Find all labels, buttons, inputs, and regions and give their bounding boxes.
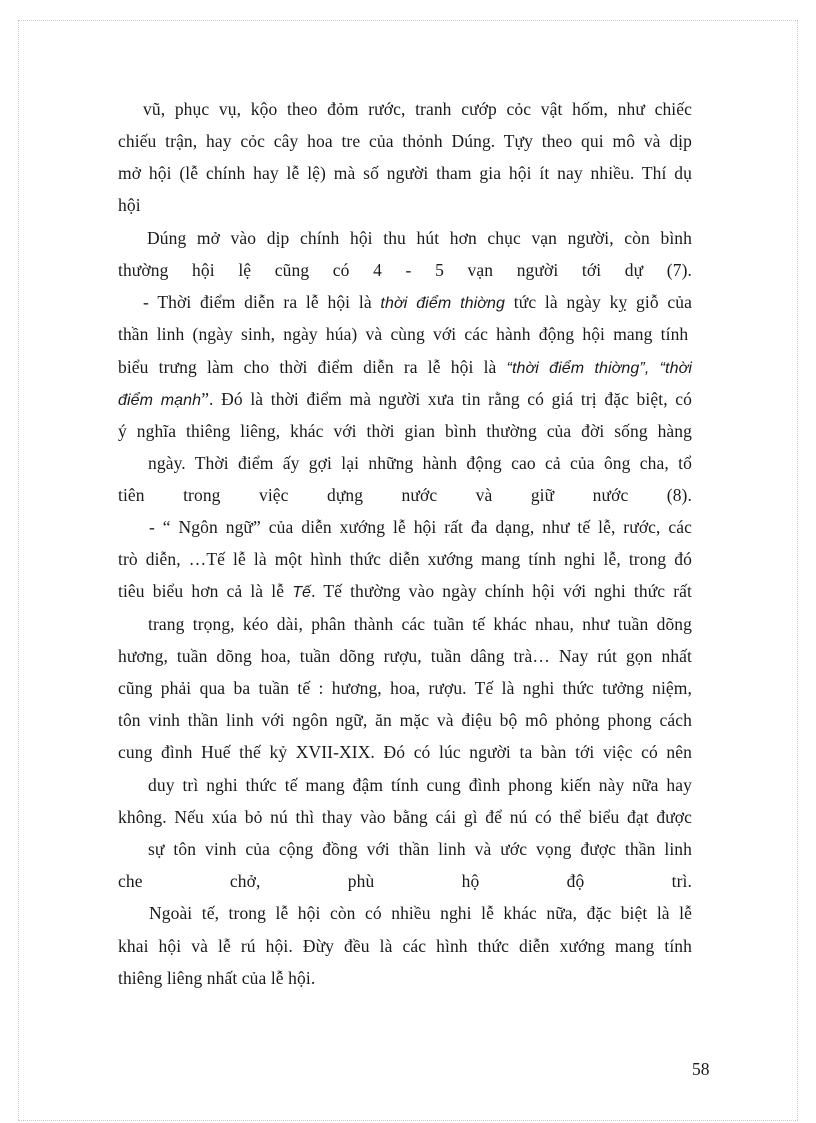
word: dự [624, 260, 644, 280]
word: dựng [326, 485, 364, 505]
word: chở, [229, 871, 261, 891]
word: vạn [467, 260, 494, 280]
text-line [118, 484, 692, 506]
text-line [143, 291, 692, 315]
text-line: không. Nếu xúa bỏ nú thì thay vào bằng cái gì để nú có thể biểu đạt được [118, 807, 692, 827]
italic-term: “thời điểm thiờng”, “thời [506, 360, 693, 377]
word: hộ [461, 871, 480, 891]
word: lệ [238, 260, 252, 280]
text-line: Ngoài tế, trong lễ hội còn có nhiều nghi lễ khác nữa, đặc biệt là lễ [149, 903, 692, 923]
text-line: hương, tuần dõng hoa, tuần dõng rượu, tuần dâng trà… Nay rút gọn nhất [118, 646, 692, 666]
word: phù [347, 871, 375, 891]
word: (8). [666, 485, 692, 505]
text-line: cũng phải qua ba tuần tế : hương, hoa, rượu. Tế là nghi thức tưởng niệm, [118, 678, 692, 698]
italic-term: thời điểm thiờng [380, 295, 506, 312]
text-line: thiêng liêng nhất của lễ hội. [118, 968, 316, 988]
text-line: Dúng mở vào dịp chính hội thu hút hơn chục vạn người, còn bình [147, 228, 692, 248]
text-run: . Tế thường vào ngày chính hội với nghi thức rất [311, 581, 692, 601]
text-line: mở hội (lễ chính hay lễ lệ) mà số người tham gia hội ít nay nhiều. Thí dụ [118, 163, 692, 183]
text-line: sự tôn vinh của cộng đồng với thần linh và ước vọng được thần linh [148, 839, 692, 859]
word: 4 [373, 260, 382, 280]
text-line: khai hội và lễ rú hội. Đừy đều là các hình thức diễn xướng mang tính [118, 936, 692, 956]
word: và [475, 485, 493, 505]
text-line [118, 356, 692, 380]
word: người [516, 260, 559, 280]
word: che [118, 871, 143, 891]
word: nước [592, 485, 629, 505]
text-line: ý nghĩa thiêng liêng, khác với thời gian bình thường của đời sống hàng [118, 421, 692, 441]
text-line: chiếu trận, hay cỏc cây hoa tre của thỏnh Dúng. Tựy theo qui mô và dịp [118, 131, 692, 151]
bottom-dotted-rule [18, 1120, 798, 1121]
text-run: ”. Đó là thời điểm mà người xưa tin rằng có giá trị đặc biệt, có [201, 389, 692, 409]
word: hội [192, 260, 215, 280]
word: cũng [274, 260, 310, 280]
text-run: - Thời điểm diễn ra lễ hội là [143, 292, 381, 312]
text-line: cung đình Huế thế kỷ XVII-XIX. Đó có lúc người ta bàn tới việc có nên [118, 742, 692, 762]
word: có [332, 260, 350, 280]
word: 5 [435, 260, 444, 280]
text-line: - “ Ngôn ngữ” của diễn xướng lễ hội rất đa dạng, như tế lễ, rước, các [149, 517, 692, 537]
text-line: thần linh (ngày sinh, ngày húa) và cùng với các hành động hội mang tính [118, 324, 689, 344]
text-line [118, 580, 692, 604]
word: độ [566, 871, 585, 891]
word: giữ [530, 485, 555, 505]
text-run: tiêu biểu hơn cả là lễ [118, 581, 293, 601]
text-line: trò diễn, …Tế lễ là một hình thức diễn xướng mang tính nghi lễ, trong đó [118, 549, 692, 569]
text-line: trang trọng, kéo dài, phân thành các tuần tế khác nhau, như tuần dõng [148, 614, 692, 634]
word: (7). [666, 260, 692, 280]
text-line: vũ, phục vụ, kộo theo đỏm rước, tranh cướp cỏc vật hốm, như chiếc [143, 99, 692, 119]
text-line: ngày. Thời điểm ấy gợi lại những hành động cao cả của ông cha, tổ [148, 453, 692, 473]
word: việc [258, 485, 289, 505]
italic-term: Tế [292, 584, 312, 601]
text-line: duy trì nghi thức tế mang đậm tính cung đình phong kiến này nữa hay [148, 775, 692, 795]
text-run: biểu trưng làm cho thời điểm diễn ra lễ hội là [118, 357, 507, 377]
italic-term: điểm mạnh [118, 392, 202, 409]
word: tiên [118, 485, 145, 505]
text-run: tức là ngày kỵ giỗ của [505, 292, 693, 312]
page-number: 58 [692, 1059, 710, 1079]
word: trong [183, 485, 221, 505]
text-line [118, 870, 692, 892]
text-line [118, 259, 692, 281]
word: tới [581, 260, 602, 280]
text-line: tôn vinh thần linh với ngôn ngữ, ăn mặc và điệu bộ mô phỏng phong cách [118, 710, 692, 730]
word: thường [118, 260, 169, 280]
word: - [405, 260, 412, 280]
text-line [118, 388, 692, 412]
text-line: hội [118, 195, 141, 215]
word: trì. [671, 871, 692, 891]
word: nước [401, 485, 438, 505]
